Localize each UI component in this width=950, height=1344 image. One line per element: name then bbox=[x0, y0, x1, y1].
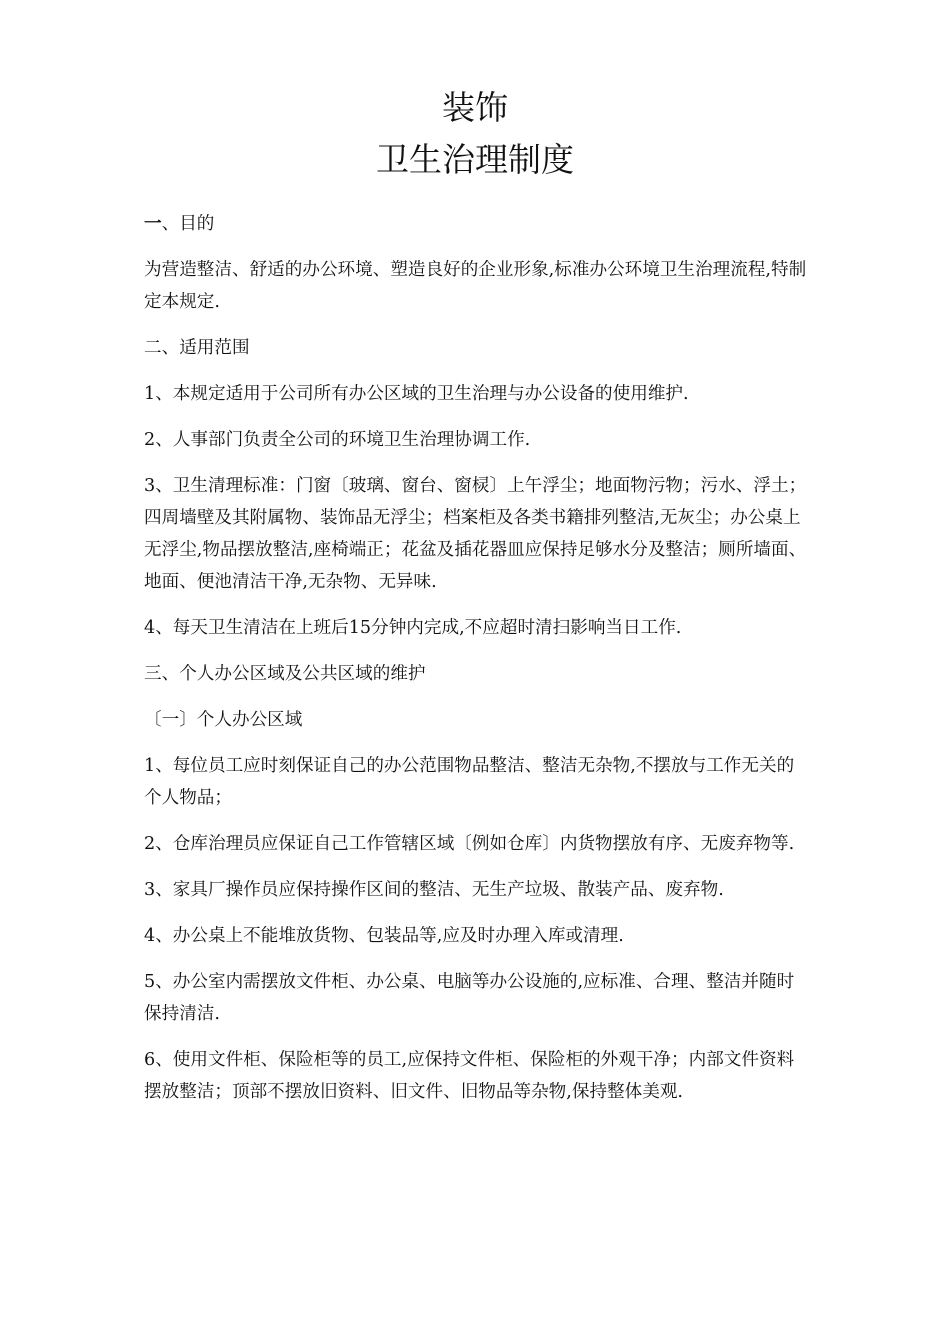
scope-item-3: 3、卫生清理标准：门窗〔玻璃、窗台、窗棂〕上午浮尘；地面物污物；污水、浮土；四周墙壁及其附属物、装饰品无浮尘；档案柜及各类书籍排列整洁,无灰尘；办公桌上无浮尘,物品摆放整洁,座椅端正；花盆及插花器皿应保持足够水分及整洁；厕所墙面、地面、便池清洁干净,无杂物、无异味. bbox=[144, 476, 807, 592]
section-heading-purpose bbox=[144, 208, 810, 240]
personal-item-4: 4、办公桌上不能堆放货物、包装品等,应及时办理入库或清理. bbox=[144, 926, 624, 946]
personal-item-2: 2、仓库治理员应保证自己工作管辖区域〔例如仓库〕内货物摆放有序、无废弃物等. bbox=[144, 834, 795, 854]
scope-item-4: 4、每天卫生清洁在上班后15分钟内完成,不应超时清扫影响当日工作. bbox=[144, 618, 682, 638]
section-number: 一 bbox=[144, 213, 162, 234]
purpose-paragraph: 为营造整洁、舒适的办公环境、塑造良好的企业形象,标准办公环境卫生治理流程,特制定本规定. bbox=[144, 260, 807, 312]
personal-item-5: 5、办公室内需摆放文件柜、办公桌、电脑等办公设施的,应标准、合理、整洁并随时保持清洁. bbox=[144, 972, 795, 1024]
document-title bbox=[0, 82, 950, 186]
scope-item-2: 2、人事部门负责全公司的环境卫生治理协调工作. bbox=[144, 430, 531, 450]
section-label: 、目的 bbox=[161, 214, 215, 234]
personal-item-6: 6、使用文件柜、保险柜等的员工,应保持文件柜、保险柜的外观干净；内部文件资料摆放整洁；顶部不摆放旧资料、旧文件、旧物品等杂物,保持整体美观. bbox=[144, 1050, 795, 1102]
title-line-1: 装饰 bbox=[442, 88, 508, 127]
document-body bbox=[144, 208, 810, 1122]
personal-item-1: 1、每位员工应时刻保证自己的办公范围物品整洁、整洁无杂物,不摆放与工作无关的个人物品； bbox=[144, 756, 795, 808]
personal-item-3: 3、家具厂操作员应保持操作区间的整洁、无生产垃圾、散装产品、废弃物. bbox=[144, 880, 724, 900]
scope-item-1: 1、本规定适用于公司所有办公区域的卫生治理与办公设备的使用维护. bbox=[144, 384, 689, 404]
subsection-heading-personal: 〔一〕个人办公区域 bbox=[144, 710, 303, 730]
title-line-2: 卫生治理制度 bbox=[376, 140, 574, 179]
section-heading-maintenance: 三、个人办公区域及公共区域的维护 bbox=[144, 664, 426, 684]
section-heading-scope: 二、适用范围 bbox=[144, 338, 250, 358]
